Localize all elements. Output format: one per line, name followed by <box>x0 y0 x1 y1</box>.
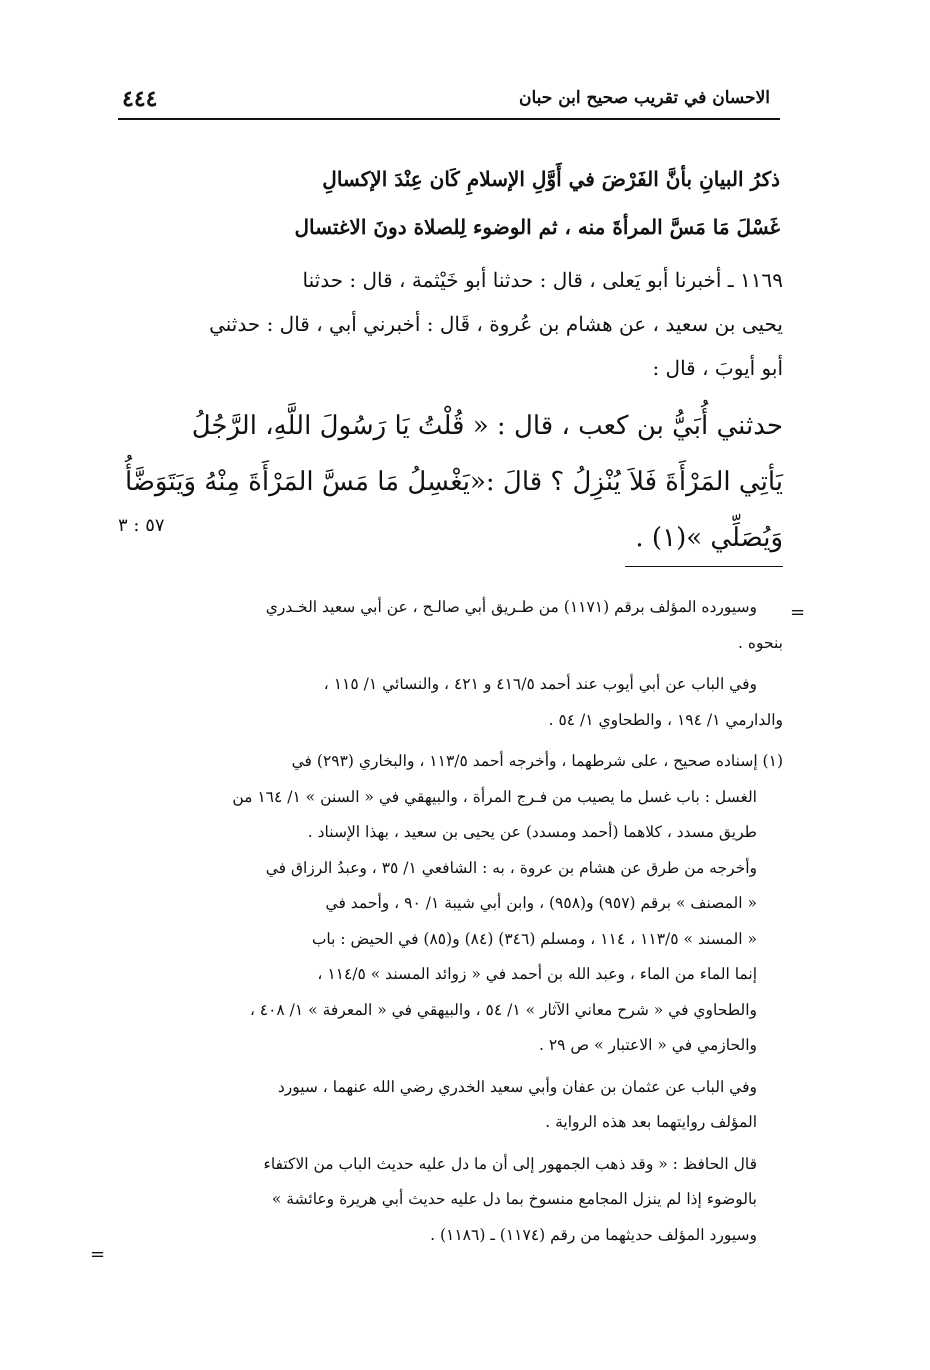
source-reference: ٥٧ : ٣ <box>118 515 165 536</box>
footnote-line: والطحاوي في « شرح معاني الآثار » ١/ ٥٤ ، والبيهقي في « المعرفة » ١/ ٤٠٨ ، <box>249 1000 757 1019</box>
footnote-line: « المسند » ١١٣/٥ ، ١١٤ ، ومسلم (٣٤٦) (٨٤) و(٨٥) في الحيض : باب <box>311 929 757 948</box>
hadith-line: وَيُصَلِّي »(١) . <box>635 523 783 553</box>
hadith-line: يَأتِي المَرْأَةَ فَلاَ يُنْزِلُ ؟ قالَ :«يَغْسِلُ مَا مَسَّ المَرْأَةَ مِنْهُ وَيَتَوَضَّأُ <box>124 467 783 497</box>
isnad-line: أبو أيوبَ ، قال : <box>652 356 783 380</box>
hadith-line: حدثني أُبَيُّ بن كعب ، قال : « قُلْتُ يَا رَسُولَ اللَّهِ، الرَّجُلُ <box>191 411 783 441</box>
footnote-line: وسيورده المؤلف برقم (١١٧١) من طـريق أبي صالـح ، عن أبي سعيد الخـدري <box>265 598 757 616</box>
chapter-heading <box>150 155 780 251</box>
chapter-heading-line: ذكرُ البيانِ بأنَّ الفَرْضَ في أَوَّلِ الإسلامِ كَان عِنْدَ الإكسالِ <box>322 167 780 191</box>
hadith-text <box>118 398 783 566</box>
page-header <box>118 86 780 120</box>
footnote-line: والدارمي ١/ ١٩٤ ، والطحاوي ١/ ٥٤ . <box>548 710 783 729</box>
footnote-line: بالوضوء إذا لم ينزل المجامع منسوخ بما دل عليه حديث أبي هريرة وعائشة » <box>271 1190 757 1208</box>
footnote-line: وفي الباب عن أبي أيوب عند أحمد ٤١٦/٥ و ٤٢١ ، والنسائي ١/ ١١٥ ، <box>323 675 757 693</box>
footnote-line: والحازمي في « الاعتبار » ص ٢٩ . <box>538 1036 757 1054</box>
continuation-mark-bottom: = <box>90 1244 106 1265</box>
footnote-line: إنما الماء من الماء ، وعبد الله بن أحمد في « زوائد المسند » ١١٤/٥ ، <box>317 965 757 983</box>
footnote-line: « المصنف » برقم (٩٥٧) و(٩٥٨) ، وابن أبي شيبة ١/ ٩٠ ، وأحمد في <box>325 894 757 912</box>
footnote-line: المؤلف روايتهما بعد هذه الرواية . <box>545 1113 757 1131</box>
footnote-line: (١) إسناده صحيح ، على شرطهما ، وأخرجه أحمد ١١٣/٥ ، والبخاري (٢٩٣) في <box>291 752 783 770</box>
footnote-line: وفي الباب عن عثمان بن عفان وأبي سعيد الخدري رضي الله عنهما ، سيورد <box>277 1077 757 1096</box>
footnote-line: الغسل : باب غسل ما يصيب من فـرج المرأة ، والبيهقي في « السنن » ١/ ١٦٤ من <box>232 787 757 806</box>
footnotes <box>118 592 783 1255</box>
footnote-separator <box>625 566 783 567</box>
isnad-paragraph <box>118 258 783 390</box>
isnad-line: يحيى بن سعيد ، عن هشام بن عُروة ، قَال : أخبرني أبي ، قال : حدثني <box>209 312 783 336</box>
page-number: ٤٤٤ <box>122 86 158 112</box>
footnote-line: وأخرجه من طرق عن هشام بن عروة ، به : الشافعي ١/ ٣٥ ، وعبدُ الرزاق في <box>265 858 757 877</box>
footnote-line: طريق مسدد ، كلاهما (أحمد ومسدد) عن يحيى بن سعيد ، بهذا الإسناد . <box>307 823 757 841</box>
footnote-line: قال الحافظ : « وقد ذهب الجمهور إلى أن ما دل عليه حديث الباب من الاكتفاء <box>263 1154 757 1173</box>
isnad-line: ١١٦٩ ـ أخبرنا أبو يَعلى ، قال : حدثنا أبو خَيْثمة ، قال : حدثنا <box>302 268 783 292</box>
footnote-line: وسيورد المؤلف حديثهما من رقم (١١٧٤) ـ (١١٨٦) . <box>430 1225 757 1244</box>
footnote-line: بنحوه . <box>738 633 783 652</box>
continuation-mark: = <box>790 602 806 623</box>
chapter-heading-line: غَسْلَ مَا مَسَّ المرأةَ منه ، ثم الوضوء لِلصلاة دونَ الاغتسال <box>294 215 780 239</box>
running-title: الاحسان في تقريب صحيح ابن حبان <box>519 88 770 108</box>
